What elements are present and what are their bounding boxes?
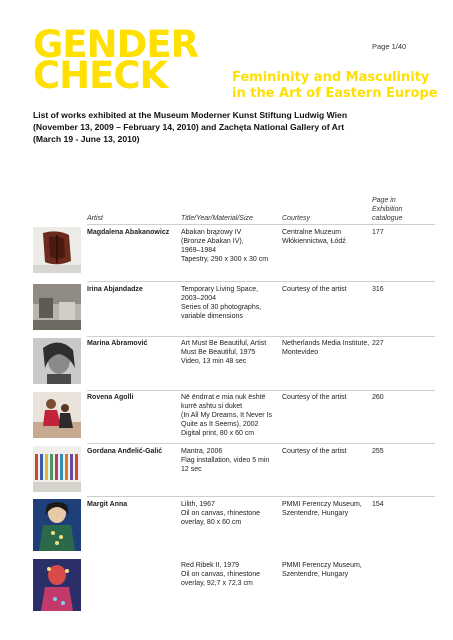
catalogue-page: 260 bbox=[372, 394, 384, 401]
intro-text bbox=[33, 109, 433, 145]
artwork-details bbox=[181, 285, 261, 321]
artwork-detail-line: Digital print, 80 x 60 cm bbox=[181, 430, 255, 437]
column-header-courtesy: Courtesy bbox=[282, 215, 311, 222]
row-divider bbox=[87, 496, 435, 497]
page-number: Page 1/40 bbox=[372, 42, 407, 51]
artwork-thumbnail bbox=[33, 338, 81, 384]
courtesy-line: PMMI Ferenczy Museum, bbox=[282, 501, 362, 508]
artwork-detail-line: Oil on canvas, rhinestone bbox=[181, 571, 260, 578]
artwork-detail-line: Në ëndrrat e mia nuk ështё bbox=[181, 394, 266, 401]
artwork-details bbox=[181, 228, 268, 264]
gender-check-logo bbox=[33, 23, 213, 97]
courtesy-line: Szentendre, Hungary bbox=[282, 571, 349, 578]
catalogue-page: 255 bbox=[372, 448, 384, 455]
artwork-detail-line: Must Be Beautiful, 1975 bbox=[181, 349, 256, 356]
artwork-thumbnail bbox=[33, 227, 81, 273]
artwork-thumbnail bbox=[33, 392, 81, 438]
artwork-thumbnail bbox=[33, 499, 81, 551]
courtesy-text bbox=[282, 561, 362, 579]
logo-line: GENDER bbox=[33, 23, 199, 66]
courtesy-line: Szentendre, Hungary bbox=[282, 510, 349, 517]
courtesy-text bbox=[282, 393, 347, 402]
catalogue-page: 316 bbox=[372, 286, 384, 293]
artwork-detail-line: overlay, 92,7 x 72,3 cm bbox=[181, 580, 253, 587]
catalogue-page: 227 bbox=[372, 340, 384, 347]
exhibition-subtitle bbox=[232, 70, 442, 102]
courtesy-line: Centralne Muzeum bbox=[282, 229, 342, 236]
courtesy-text bbox=[282, 500, 362, 518]
artwork-detail-line: Temporary Living Space, bbox=[181, 286, 259, 293]
artwork-detail-line: variable dimensions bbox=[181, 313, 243, 320]
column-header-page-line: Exhibition bbox=[372, 206, 403, 213]
column-header-page bbox=[372, 196, 402, 223]
artwork-detail-line: Series of 30 photographs, bbox=[181, 304, 262, 311]
artist-name: Magdalena Abakanowicz bbox=[87, 229, 170, 236]
artwork-detail-line: 1969–1984 bbox=[181, 247, 217, 254]
artwork-details bbox=[181, 500, 260, 527]
artwork-detail-line: Flag installation, video 5 min bbox=[181, 457, 270, 464]
courtesy-line: Courtesy of the artist bbox=[282, 394, 347, 401]
artwork-detail-line: overlay, 80 x 60 cm bbox=[181, 519, 242, 526]
courtesy-line: Netherlands Media Institute, bbox=[282, 340, 370, 347]
courtesy-text bbox=[282, 447, 347, 456]
courtesy-line: PMMI Ferenczy Museum, bbox=[282, 562, 362, 569]
courtesy-text bbox=[282, 285, 347, 294]
courtesy-line: Courtesy of the artist bbox=[282, 286, 347, 293]
artwork-details bbox=[181, 393, 272, 438]
courtesy-line: Włókiennictwa, Łódź bbox=[282, 238, 346, 245]
column-header-title: Title/Year/Material/Size bbox=[181, 215, 253, 222]
artwork-detail-line: kurrë ashtu si duket bbox=[181, 403, 243, 410]
artwork-detail-line: 12 sec bbox=[181, 466, 202, 473]
row-divider bbox=[87, 336, 435, 337]
row-divider bbox=[87, 281, 435, 282]
artwork-thumbnail bbox=[33, 559, 81, 611]
column-header-page-line: Page in bbox=[372, 197, 396, 204]
row-divider bbox=[87, 224, 435, 225]
artwork-details bbox=[181, 561, 260, 588]
artist-name: Rovena Agolli bbox=[87, 394, 134, 401]
artwork-detail-line: Abakan brązowy IV bbox=[181, 229, 242, 236]
subtitle-line: Femininity and Masculinity bbox=[232, 70, 430, 85]
artwork-thumbnail bbox=[33, 284, 81, 330]
courtesy-text bbox=[282, 228, 346, 246]
courtesy-text bbox=[282, 339, 369, 357]
courtesy-line: Courtesy of the artist bbox=[282, 448, 347, 455]
column-header-page-line: catalogue bbox=[372, 215, 403, 222]
catalogue-page: 154 bbox=[372, 501, 384, 508]
artwork-detail-line: Mantra, 2006 bbox=[181, 448, 223, 455]
artwork-detail-line: (Bronze Abakan IV), bbox=[181, 238, 244, 245]
artwork-detail-line: Video, 13 min 48 sec bbox=[181, 358, 247, 365]
artwork-detail-line: Quite as It Seems), 2002 bbox=[181, 421, 259, 428]
artwork-detail-line: Red Ribek II, 1979 bbox=[181, 562, 239, 569]
artist-name: Marina Abramović bbox=[87, 340, 148, 347]
row-divider bbox=[87, 390, 435, 391]
artwork-detail-line: Oil on canvas, rhinestone bbox=[181, 510, 260, 517]
artwork-detail-line: Tapestry, 290 x 300 x 30 cm bbox=[181, 256, 269, 263]
intro-line: (March 19 - June 13, 2010) bbox=[33, 134, 140, 144]
artwork-detail-line: (In All My Dreams, It Never Is bbox=[181, 412, 273, 419]
row-divider bbox=[87, 443, 435, 444]
intro-line: (November 13, 2009 – February 14, 2010) and Zachęta National Gallery of Art bbox=[33, 122, 345, 132]
courtesy-line: Montevideo bbox=[282, 349, 319, 356]
artwork-thumbnail bbox=[33, 446, 81, 492]
artwork-detail-line: 2003–2004 bbox=[181, 295, 217, 302]
logo-line: CHECK bbox=[33, 54, 168, 97]
artwork-details bbox=[181, 447, 269, 474]
intro-line: List of works exhibited at the Museum Moderner Kunst Stiftung Ludwig Wien bbox=[33, 110, 348, 120]
artist-name: Irina Abjandadze bbox=[87, 286, 143, 293]
artwork-detail-line: Art Must Be Beautiful, Artist bbox=[181, 340, 267, 347]
artwork-details bbox=[181, 339, 266, 366]
artist-name: Gordana Anđelić-Galić bbox=[87, 448, 163, 455]
catalogue-page: 177 bbox=[372, 229, 384, 236]
artwork-detail-line: Lilith, 1967 bbox=[181, 501, 215, 508]
column-header-artist: Artist bbox=[87, 215, 103, 222]
artist-name: Margit Anna bbox=[87, 501, 128, 508]
subtitle-line: in the Art of Eastern Europe bbox=[232, 86, 438, 101]
